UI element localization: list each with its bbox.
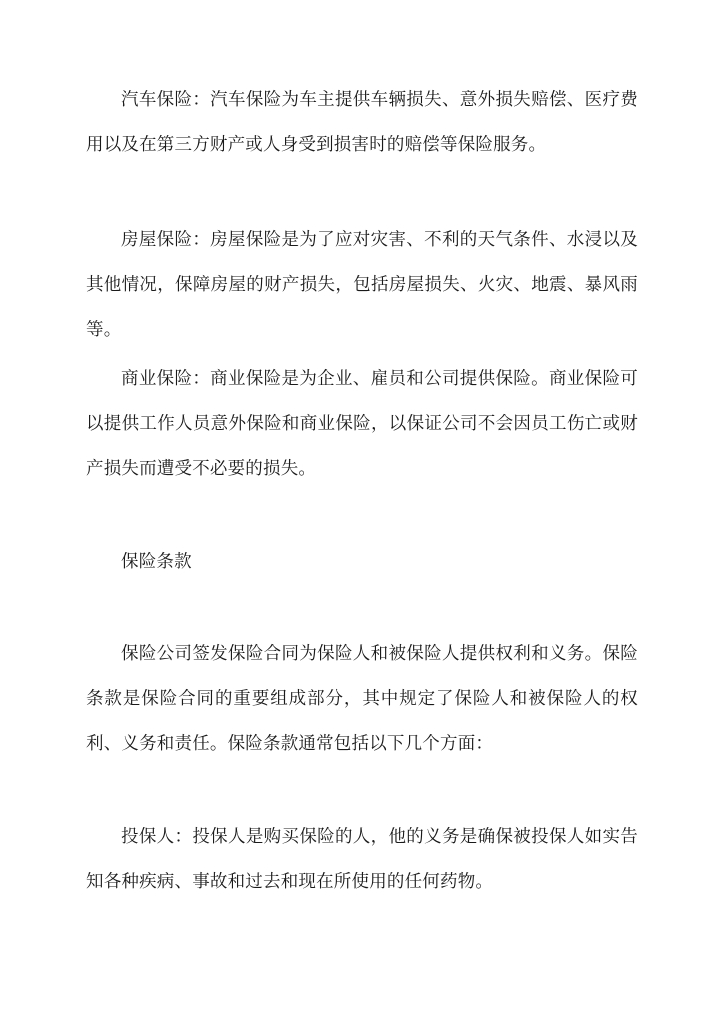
paragraph-home-insurance: 房屋保险：房屋保险是为了应对灾害、不利的天气条件、水浸以及其他情况，保障房屋的财产损失，包括房屋损失、火灾、地震、暴风雨等。 (86, 230, 638, 340)
paragraph-insurance-terms: 保险公司签发保险合同为保险人和被保险人提供权利和义务。保险条款是保险合同的重要组成部分，其中规定了保险人和被保险人的权利、义务和责任。保险条款通常包括以下几个方面： (86, 644, 638, 754)
paragraph-business-insurance: 商业保险：商业保险是为企业、雇员和公司提供保险。商业保险可以提供工作人员意外保险和商业保险，以保证公司不会因员工伤亡或财产损失而遭受不必要的损失。 (86, 369, 638, 479)
paragraph-car-insurance: 汽车保险：汽车保险为车主提供车辆损失、意外损失赔偿、医疗费用以及在第三方财产或人身受到损害时的赔偿等保险服务。 (86, 90, 638, 155)
section-heading-insurance-terms: 保险条款 (121, 552, 192, 572)
paragraph-policyholder: 投保人：投保人是购买保险的人，他的义务是确保被投保人如实告知各种疾病、事故和过去和现在所使用的任何药物。 (86, 827, 638, 892)
